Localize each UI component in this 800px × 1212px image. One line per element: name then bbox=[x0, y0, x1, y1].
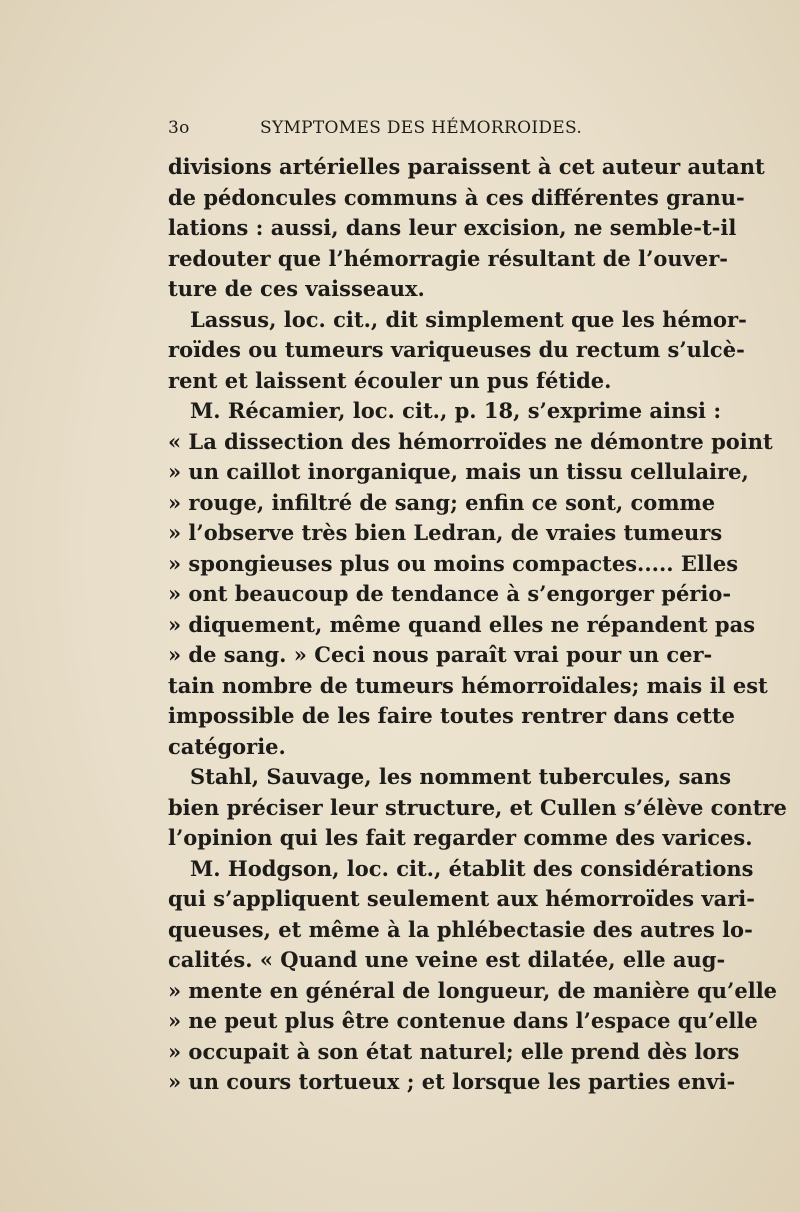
text-line: » ont beaucoup de tendance à s’engorger pério- bbox=[168, 581, 732, 606]
text-line: M. Hodgson, loc. cit., établit des considérations bbox=[190, 855, 754, 881]
text-line: « La dissection des hémorroïdes ne démontre point bbox=[168, 428, 773, 454]
text-line: roïdes ou tumeurs variqueuses du rectum s’ulcè- bbox=[168, 337, 745, 362]
text-line: queuses, et même à la phlébectasie des autres lo- bbox=[168, 916, 753, 942]
running-title: SYMPTOMES DES HÉMORROIDES. bbox=[260, 118, 583, 138]
text-line: » mente en général de longueur, de manière qu’elle bbox=[168, 977, 778, 1003]
text-line: tain nombre de tumeurs hémorroïdales; mais il est bbox=[168, 672, 768, 698]
text-line: impossible de les faire toutes rentrer dans cette bbox=[168, 703, 735, 728]
text-line: rent et laissent écouler un pus fétide. bbox=[168, 367, 612, 393]
text-line: M. Récamier, loc. cit., p. 18, s’exprime ainsi : bbox=[190, 398, 722, 423]
text-line: » diquement, même quand elles ne répandent pas bbox=[168, 611, 756, 637]
text-line: » ne peut plus être contenue dans l’espace qu’elle bbox=[168, 1008, 758, 1033]
text-line: de pédoncules communs à ces différentes granu- bbox=[168, 184, 745, 210]
text-line: » un caillot inorganique, mais un tissu cellulaire, bbox=[168, 459, 749, 484]
running-head bbox=[168, 118, 672, 142]
text-line: calités. « Quand une veine est dilatée, elle aug- bbox=[168, 947, 726, 972]
text-line: » spongieuses plus ou moins compactes..... Elles bbox=[168, 550, 739, 576]
text-line: » rouge, infiltré de sang; enfin ce sont, comme bbox=[168, 489, 716, 515]
text-line: qui s’appliquent seulement aux hémorroïdes vari- bbox=[168, 886, 755, 911]
text-line: » occupait à son état naturel; elle prend dès lors bbox=[168, 1038, 740, 1064]
text-line: Lassus, loc. cit., dit simplement que les hémor- bbox=[190, 306, 747, 332]
body-text bbox=[168, 152, 787, 1098]
text-line: bien préciser leur structure, et Cullen s’élève contre bbox=[168, 794, 787, 820]
text-line: » l’observe très bien Ledran, de vraies tumeurs bbox=[168, 520, 723, 545]
text-line: » de sang. » Ceci nous paraît vrai pour un cer- bbox=[168, 642, 713, 667]
text-line: » un cours tortueux ; et lorsque les parties envi- bbox=[168, 1069, 736, 1094]
text-line: catégorie. bbox=[168, 733, 286, 759]
text-line: redouter que l’hémorragie résultant de l’ouver- bbox=[168, 245, 728, 271]
text-line: ture de ces vaisseaux. bbox=[168, 276, 425, 301]
text-line: l’opinion qui les fait regarder comme des varices. bbox=[168, 825, 753, 850]
text-line: Stahl, Sauvage, les nomment tubercules, sans bbox=[190, 764, 732, 789]
text-line: lations : aussi, dans leur excision, ne semble-t-il bbox=[168, 215, 737, 240]
page-number: 3o bbox=[168, 118, 190, 138]
text-line: divisions artérielles paraissent à cet auteur autant bbox=[168, 154, 765, 179]
